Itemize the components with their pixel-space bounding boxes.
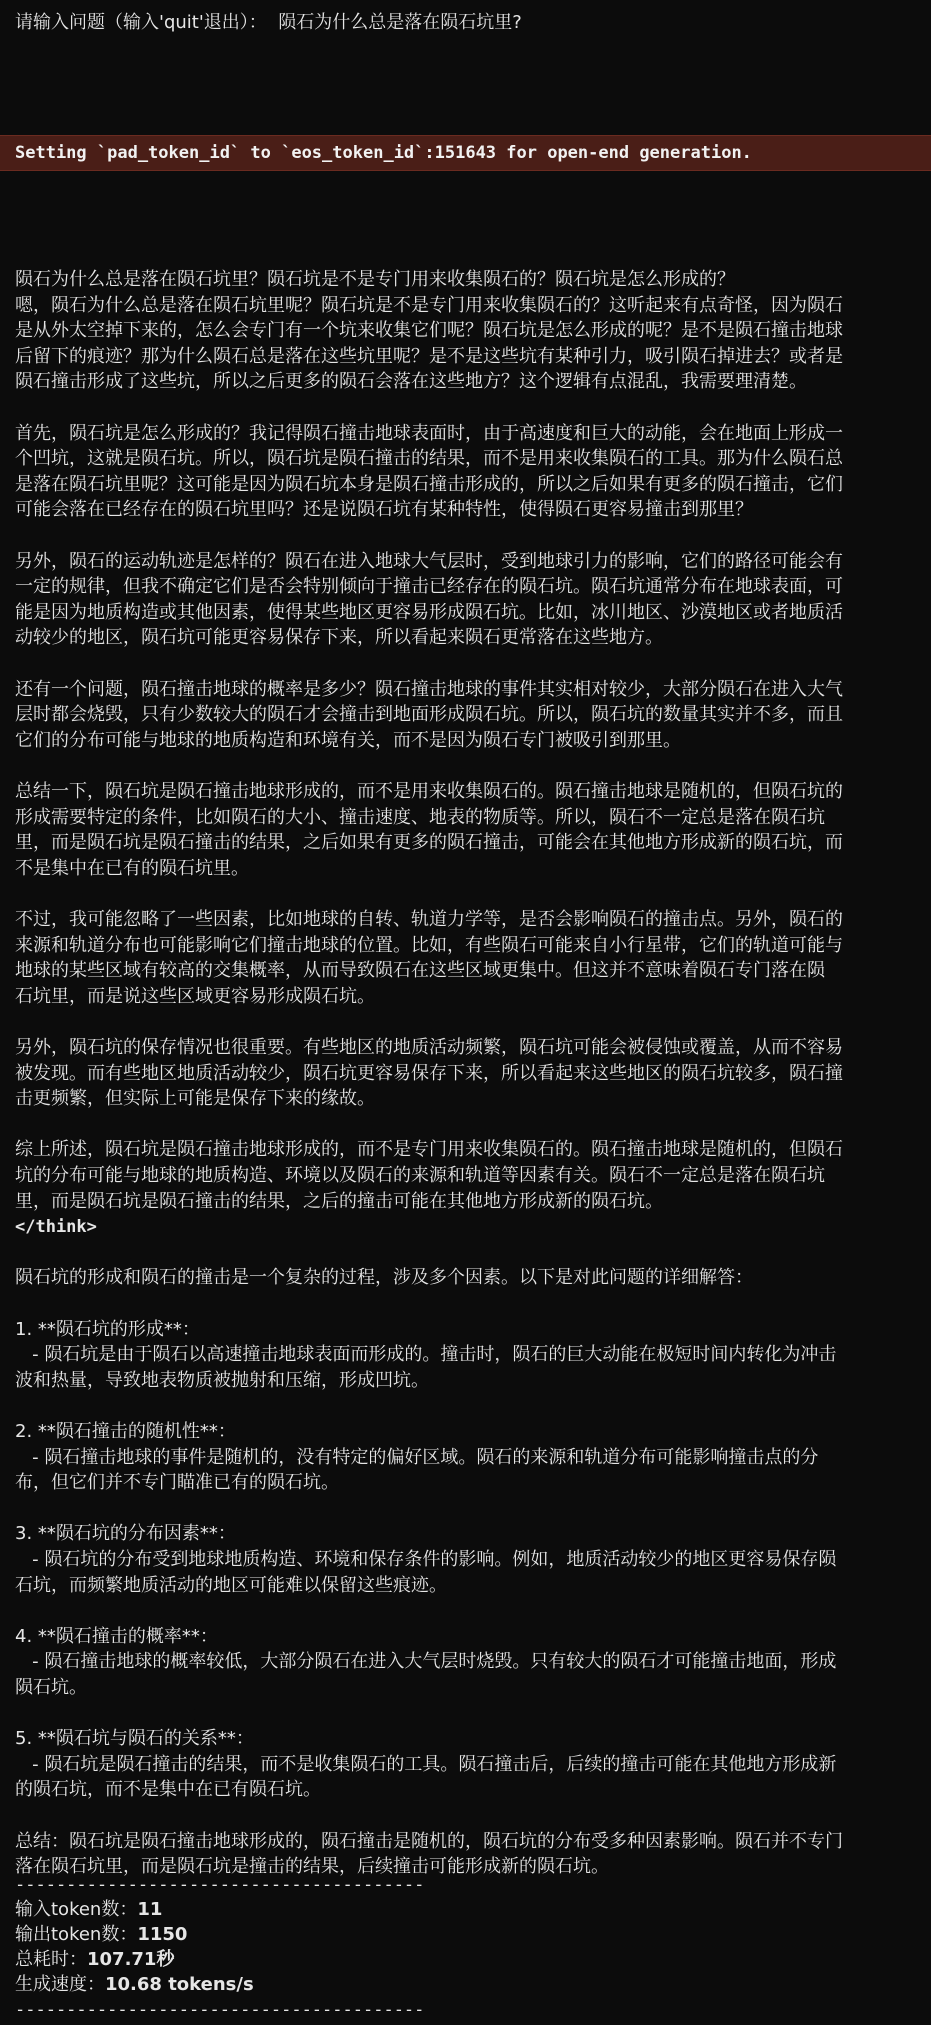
output-line: 里，而是陨石坑是陨石撞击的结果，之后如果有更多的陨石撞击，可能会在其他地方形成新的陨石坑，而 — [15, 832, 843, 854]
output-line: 1. **陨石坑的形成**： — [15, 1318, 200, 1340]
output-line — [15, 1291, 925, 1317]
output-line — [15, 1598, 925, 1624]
prompt-label: 请输入问题（输入'quit'退出）： — [15, 12, 267, 33]
output-line: 另外，陨石的运动轨迹是怎样的？陨石在进入地球大气层时，受到地球引力的影响，它们的路径可能会有 — [15, 550, 843, 572]
output-line — [15, 881, 925, 907]
output-line: 被发现。而有些地区地质活动较少，陨石坑更容易保存下来，所以看起来这些地区的陨石坑较多，陨石撞 — [15, 1062, 843, 1084]
output-line: - 陨石撞击地球的概率较低，大部分陨石在进入大气层时烧毁。只有较大的陨石才可能撞击地面，形成 — [15, 1651, 837, 1673]
stat-label: 总耗时： — [15, 1949, 87, 1970]
output-line — [15, 1803, 925, 1829]
output-line: 地球的某些区域有较高的交集概率，从而导致陨石在这些区域更集中。但这并不意味着陨石专门落在陨 — [15, 960, 825, 982]
output-line: 坑的分布可能与地球的地质构造、环境以及陨石的来源和轨道等因素有关。陨石不一定总是落在陨石坑 — [15, 1165, 825, 1186]
output-line: 陨石坑。 — [15, 1677, 87, 1698]
user-question: 陨石为什么总是落在陨石坑里? — [278, 12, 522, 33]
output-line: 总结：陨石坑是陨石撞击地球形成的，陨石撞击是随机的，陨石坑的分布受多种因素影响。陨石并不专门 — [15, 1830, 843, 1852]
output-line — [15, 1393, 925, 1419]
output-line: 石坑，而频繁地质活动的地区可能难以保留这些痕迹。 — [15, 1574, 447, 1596]
separator-bottom: ---------------------------------------- — [15, 2000, 425, 2020]
stat-output-tokens — [15, 1922, 925, 1948]
output-line: 嗯，陨石为什么总是落在陨石坑里呢？陨石坑是不是专门用来收集陨石的？这听起来有点奇怪，因为陨石 — [15, 294, 843, 316]
output-line: 是落在陨石坑里呢？这可能是因为陨石坑本身是陨石撞击形成的，所以之后如果有更多的陨石撞击，它们 — [15, 473, 843, 495]
output-line — [15, 523, 925, 549]
output-line — [15, 651, 925, 677]
output-line: - 陨石坑是陨石撞击的结果，而不是收集陨石的工具。陨石撞击后，后续的撞击可能在其他地方形成新 — [15, 1753, 837, 1775]
output-line — [15, 753, 925, 779]
output-line — [15, 1496, 925, 1522]
output-line — [15, 1009, 925, 1035]
warning-banner — [0, 135, 931, 171]
output-line: 首先，陨石坑是怎么形成的？我记得陨石撞击地球表面时，由于高速度和巨大的动能，会在地面上形成一 — [15, 422, 843, 444]
output-line — [15, 1112, 925, 1138]
warning-text: Setting `pad_token_id` to `eos_token_id`:151643 for open-end generation. — [15, 143, 752, 163]
output-line: 3. **陨石坑的分布因素**： — [15, 1523, 236, 1545]
stat-value: 10.68 tokens/s — [105, 1974, 254, 1995]
output-line: 陨石为什么总是落在陨石坑里？陨石坑是不是专门用来收集陨石的？陨石坑是怎么形成的？ — [15, 269, 735, 290]
output-line — [15, 1701, 925, 1727]
stat-input-tokens — [15, 1897, 925, 1923]
output-line: 总结一下，陨石坑是陨石撞击地球形成的，而不是用来收集陨石的。陨石撞击地球是随机的，但陨石坑的 — [15, 781, 843, 802]
output-line: 布，但它们并不专门瞄准已有的陨石坑。 — [15, 1472, 339, 1494]
output-line: 来源和轨道分布也可能影响它们撞击地球的位置。比如，有些陨石可能来自小行星带，它们的轨道可能与 — [15, 934, 843, 956]
output-line: 击更频繁，但实际上可能是保存下来的缘故。 — [15, 1088, 375, 1110]
output-line: 陨石坑的形成和陨石的撞击是一个复杂的过程，涉及多个因素。以下是对此问题的详细解答： — [15, 1267, 753, 1289]
output-line: 陨石撞击形成了这些坑，所以之后更多的陨石会落在这些地方？这个逻辑有点混乱，我需要理清楚。 — [15, 371, 807, 393]
output-line: 不过，我可能忽略了一些因素，比如地球的自转、轨道力学等，是否会影响陨石的撞击点。另外，陨石的 — [15, 909, 843, 930]
stat-elapsed — [15, 1947, 925, 1973]
output-line: 落在陨石坑里，而是陨石坑是撞击的结果，后续撞击可能形成新的陨石坑。 — [15, 1856, 609, 1878]
output-line: 石坑里，而是说这些区域更容易形成陨石坑。 — [15, 985, 375, 1007]
output-line: 形成需要特定的条件，比如陨石的大小、撞击速度、地表的物质等。所以，陨石不一定总是落在陨石坑 — [15, 806, 825, 828]
output-line: 2. **陨石撞击的随机性**： — [15, 1421, 236, 1442]
output-line: 层时都会烧毁，只有少数较大的陨石才会撞击到地面形成陨石坑。所以，陨石坑的数量其实并不多，而且 — [15, 704, 843, 726]
output-line: - 陨石坑是由于陨石以高速撞击地球表面而形成的。撞击时，陨石的巨大动能在极短时间内转化为冲击 — [15, 1344, 837, 1366]
stat-label: 输出token数： — [15, 1924, 138, 1945]
output-line: 还有一个问题，陨石撞击地球的概率是多少？陨石撞击地球的事件其实相对较少，大部分陨石在进入大气 — [15, 678, 843, 700]
output-line: 后留下的痕迹？那为什么陨石总是落在这些坑里呢？是不是这些坑有某种引力，吸引陨石掉进去？或者是 — [15, 345, 843, 367]
output-line: 综上所述，陨石坑是陨石撞击地球形成的，而不是专门用来收集陨石的。陨石撞击地球是随机的，但陨石 — [15, 1139, 843, 1161]
output-line: </think> — [15, 1217, 97, 1238]
output-line: 可能会落在已经存在的陨石坑里吗？还是说陨石坑有某种特性，使得陨石更容易撞击到那里？ — [15, 499, 753, 521]
output-line: - 陨石撞击地球的事件是随机的，没有特定的偏好区域。陨石的来源和轨道分布可能影响撞击点的分 — [15, 1446, 819, 1468]
output-line — [15, 395, 925, 421]
stat-label: 生成速度： — [15, 1974, 105, 1995]
output-line: 的陨石坑，而不是集中在已有陨石坑。 — [15, 1779, 321, 1801]
output-line: - 陨石坑的分布受到地球地质构造、环境和保存条件的影响。例如，地质活动较少的地区更容易保存陨 — [15, 1549, 837, 1570]
output-line: 另外，陨石坑的保存情况也很重要。有些地区的地质活动频繁，陨石坑可能会被侵蚀或覆盖，从而不容易 — [15, 1037, 843, 1058]
stat-value: 11 — [137, 1899, 163, 1920]
separator-top: ---------------------------------------- — [15, 1875, 425, 1895]
output-line: 一定的规律，但我不确定它们是否会特别倾向于撞击已经存在的陨石坑。陨石坑通常分布在地球表面，可 — [15, 576, 843, 598]
output-line: 是从外太空掉下来的，怎么会专门有一个坑来收集它们呢？陨石坑是怎么形成的呢？是不是陨石撞击地球 — [15, 320, 843, 342]
output-line: 4. **陨石撞击的概率**： — [15, 1625, 218, 1647]
output-line: 波和热量，导致地表物质被抛射和压缩，形成凹坑。 — [15, 1369, 429, 1391]
stat-value: 107.71秒 — [87, 1949, 175, 1970]
output-line: 它们的分布可能与地球的地质构造和环境有关，而不是因为陨石专门被吸引到那里。 — [15, 729, 681, 751]
stat-speed — [15, 1972, 925, 1998]
output-line: 个凹坑，这就是陨石坑。所以，陨石坑是陨石撞击的结果，而不是用来收集陨石的工具。那为什么陨石总 — [15, 448, 843, 470]
prompt-line — [15, 10, 925, 36]
output-line: 动较少的地区，陨石坑可能更容易保存下来，所以看起来陨石更常落在这些地方。 — [15, 627, 663, 649]
output-line: 不是集中在已有的陨石坑里。 — [15, 857, 249, 879]
output-line: 能是因为地质构造或其他因素，使得某些地区更容易形成陨石坑。比如，冰川地区、沙漠地区或者地质活 — [15, 601, 843, 623]
output-line: 里，而是陨石坑是陨石撞击的结果，之后的撞击可能在其他地方形成新的陨石坑。 — [15, 1190, 663, 1212]
output-line — [15, 1240, 925, 1266]
output-line: 5. **陨石坑与陨石的关系**： — [15, 1728, 254, 1750]
stat-label: 输入token数： — [15, 1899, 138, 1920]
stat-value: 1150 — [137, 1924, 188, 1945]
